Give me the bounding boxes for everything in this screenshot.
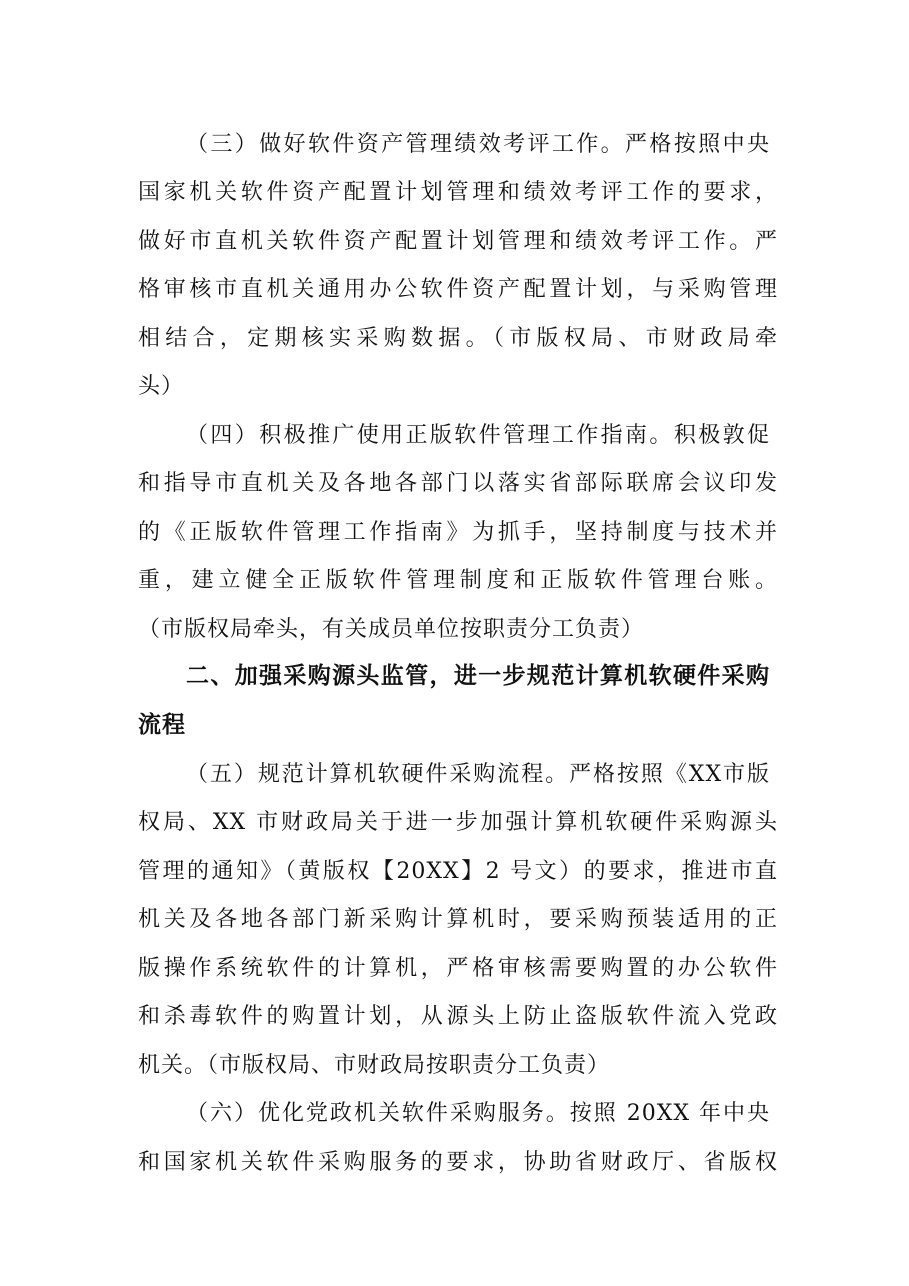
- paragraph-4-line-5: （市版权局牵头，有关成员单位按职责分工负责）: [138, 617, 645, 642]
- paragraph-4-line-2: 和指导市直机关及各地各部门以落实省部际联席会议印发: [138, 471, 778, 496]
- paragraph-4-line-3: 的《正版软件管理工作指南》为抓手，坚持制度与技术并: [138, 520, 778, 545]
- paragraph-3-line-1: （三）做好软件资产管理绩效考评工作。严格按照中央: [186, 132, 770, 157]
- paragraph-5-line-2: 权局、XX 市财政局关于进一步加强计算机软硬件采购源头: [138, 810, 778, 835]
- paragraph-4-line-4: 重，建立健全正版软件管理制度和正版软件管理台账。: [138, 568, 778, 593]
- paragraph-3-line-5: 相结合，定期核实采购数据。（市版权局、市财政局牵: [138, 326, 778, 351]
- paragraph-3-line-3: 做好市直机关软件资产配置计划管理和绩效考评工作。严: [138, 229, 778, 254]
- section-heading-line-2: 流程: [138, 712, 186, 738]
- paragraph-5-line-7: 机关。（市版权局、市财政局按职责分工负责）: [138, 1053, 611, 1078]
- paragraph-3-line-6: 头）: [138, 374, 185, 399]
- paragraph-5-line-6: 和杀毒软件的购置计划，从源头上防止盗版软件流入党政: [138, 1004, 778, 1029]
- paragraph-5-line-5: 版操作系统软件的计算机，严格审核需要购置的办公软件: [138, 956, 778, 981]
- paragraph-3-line-4: 格审核市直机关通用办公软件资产配置计划，与采购管理: [138, 277, 778, 302]
- paragraph-5-line-1: （五）规范计算机软硬件采购流程。严格按照《XX市版: [186, 762, 770, 787]
- paragraph-4-line-1: （四）积极推广使用正版软件管理工作指南。积极敦促: [186, 423, 770, 448]
- paragraph-3-line-2: 国家机关软件资产配置计划管理和绩效考评工作的要求，: [138, 180, 778, 205]
- paragraph-6-line-1: （六）优化党政机关软件采购服务。按照 20XX 年中央: [186, 1101, 770, 1126]
- paragraph-5-line-4: 机关及各地各部门新采购计算机时，要采购预装适用的正: [138, 907, 778, 932]
- section-heading-line-1: 二、加强采购源头监管，进一步规范计算机软硬件采购: [186, 663, 770, 689]
- paragraph-6-line-2: 和国家机关软件采购服务的要求，协助省财政厅、省版权: [138, 1150, 778, 1175]
- paragraph-5-line-3: 管理的通知》（黄版权【20XX】2 号文）的要求，推进市直: [138, 859, 778, 884]
